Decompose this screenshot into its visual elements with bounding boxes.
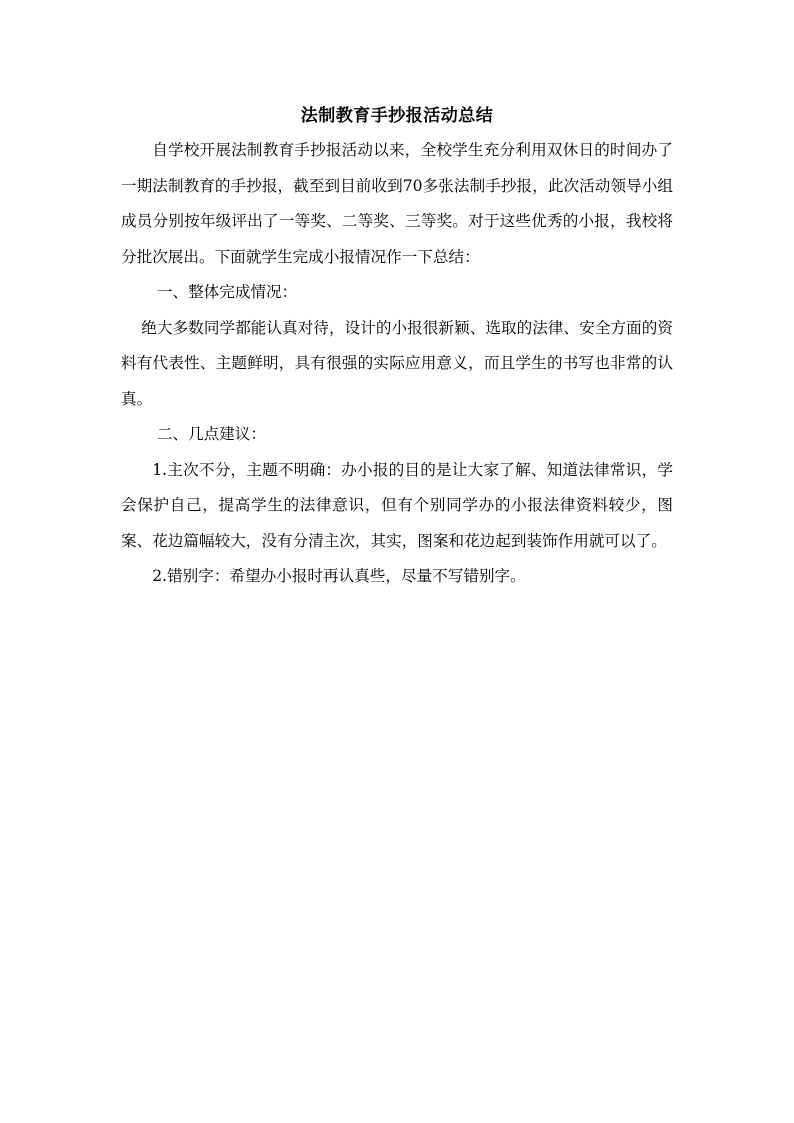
suggestion-item-1: 1.主次不分，主题不明确：办小报的目的是让大家了解、知道法律常识，学会保护自己，提高学生的法律意识，但有个别同学办的小报法律资料较少，图案、花边篇幅较大，没有分清主次，其实，图案和花边起到装饰作用就可以了。 [121,460,673,550]
overall-paragraph: 绝大多数同学都能认真对待，设计的小报很新颖、选取的法律、安全方面的资料有代表性、主题鲜明，具有很强的实际应用意义，而且学生的书写也非常的认真。 [121,318,673,408]
suggestion-item-2: 2.错别字：希望办小报时再认真些，尽量不写错别字。 [152,567,526,585]
document-body [121,103,673,595]
intro-paragraph: 自学校开展法制教育手抄报活动以来，全校学生充分利用双休日的时间办了一期法制教育的手抄报，截至到目前收到70多张法制手抄报，此次活动领导小组成员分别按年级评出了一等奖、二等奖、三等奖。对于这些优秀的小报，我校将分批次展出。下面就学生完成小报情况作一下总结： [121,141,673,266]
document-title: 法制教育手抄报活动总结 [300,106,494,126]
section-heading-suggestions: 二、几点建议： [156,425,267,443]
section-heading-overall: 一、整体完成情况： [156,283,298,301]
